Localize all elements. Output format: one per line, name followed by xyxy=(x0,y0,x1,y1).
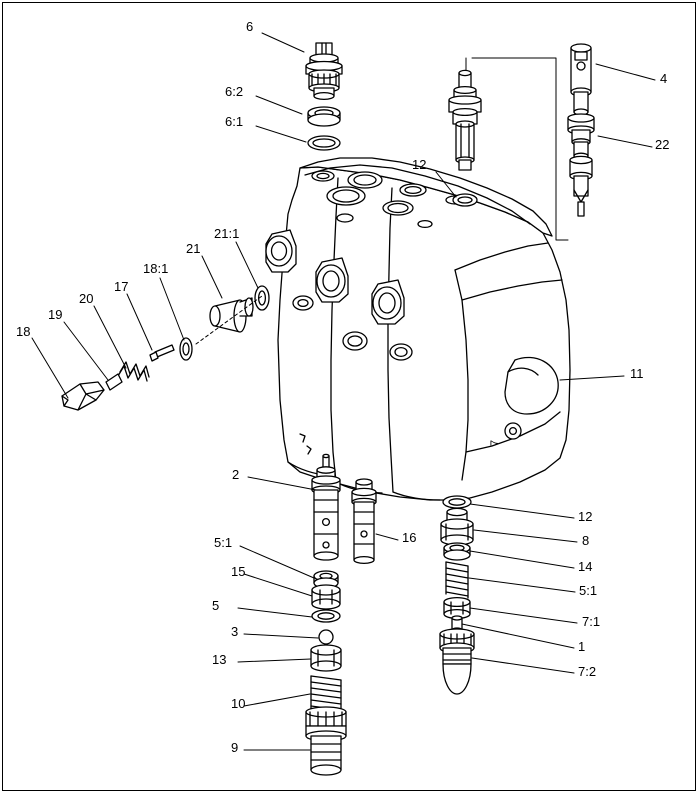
part-15-spring xyxy=(446,562,468,598)
part-7-2-seat xyxy=(311,645,341,671)
callout-6-2: 6:2 xyxy=(225,84,244,99)
callout-21: 21 xyxy=(186,241,201,256)
callout-4: 4 xyxy=(660,71,668,86)
callout-9: 10 xyxy=(231,696,246,711)
callout-18: 18 xyxy=(16,324,31,339)
callout-14: 14 xyxy=(578,559,593,574)
part-12-upper-o-ring xyxy=(453,194,477,206)
callout-15: 5:1 xyxy=(579,583,598,598)
callout-13: 1 xyxy=(578,639,586,654)
callout-21-1: 21:1 xyxy=(214,226,240,241)
valve-body-main xyxy=(266,158,570,500)
part-10-plug xyxy=(440,629,474,694)
callout-1: 3 xyxy=(231,624,239,639)
callout-6: 6 xyxy=(246,19,254,34)
callout-3: 7:1 xyxy=(582,614,601,629)
part-6-relief-valve xyxy=(306,43,342,99)
part-14-washer xyxy=(444,543,470,560)
callout-11: 11 xyxy=(630,366,644,381)
part-21-plug xyxy=(210,298,253,332)
part-18-1-o-ring xyxy=(180,338,192,360)
part-6-2-washer xyxy=(308,107,340,126)
callout-19: 19 xyxy=(48,307,63,322)
callout-10: 7:2 xyxy=(578,664,597,679)
callout-7-2: 13 xyxy=(212,652,227,667)
part-12-upper-assembly xyxy=(449,70,481,170)
part-22-seal-kit xyxy=(568,114,594,216)
part-7-1-o-ring xyxy=(312,610,340,622)
part-18-hex-plug xyxy=(62,382,104,410)
part-7-plug xyxy=(306,707,346,775)
part-4-lever-rod xyxy=(571,44,591,115)
body-casting-mark: 7 xyxy=(489,439,501,446)
part-20-spring xyxy=(118,362,149,381)
callout-22: 22 xyxy=(655,137,670,152)
part-8-spool-head xyxy=(441,508,473,545)
part-19-seat xyxy=(106,374,122,390)
part-1-ball xyxy=(319,630,333,644)
callout-12-upper: 12 xyxy=(412,157,427,172)
callout-16: 16 xyxy=(402,530,417,545)
callout-7-1: 5 xyxy=(212,598,220,613)
callout-17: 17 xyxy=(114,279,129,294)
callout-6-1: 6:1 xyxy=(225,114,244,129)
callout-5-1-visible: 5:1 xyxy=(214,535,233,550)
part-6-1-o-ring xyxy=(308,136,340,150)
callout-8: 8 xyxy=(582,533,590,548)
part-3-seat xyxy=(444,598,470,619)
part-21-1-o-ring xyxy=(255,286,269,310)
part-16-spool xyxy=(352,479,376,563)
part-12-lower-o-ring xyxy=(443,496,471,508)
callout-5: 15 xyxy=(231,564,246,579)
callout-12-lower: 12 xyxy=(578,509,593,524)
callout-2: 2 xyxy=(232,467,240,482)
part-5-sleeve xyxy=(312,585,340,609)
callout-18-1: 18:1 xyxy=(143,261,169,276)
callout-20: 20 xyxy=(79,291,94,306)
part-17-pin xyxy=(150,345,174,361)
callout-7: 9 xyxy=(231,740,239,755)
